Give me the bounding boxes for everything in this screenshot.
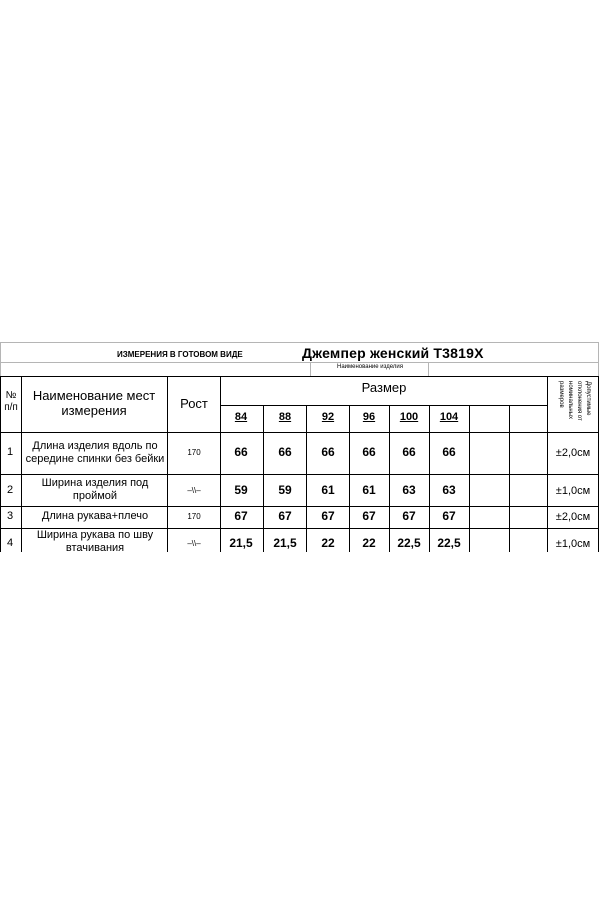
row-4-value-100: 22,5: [397, 536, 421, 550]
frame-top-line: [0, 342, 599, 343]
row-4-height: –\\–: [187, 539, 201, 548]
col-line-11: [547, 376, 548, 552]
column-header-size-group: Размер: [361, 380, 407, 395]
col-line-5: [306, 405, 307, 552]
size-header-100: 100: [399, 411, 419, 423]
row-3-value-104: 67: [442, 509, 456, 523]
row-2-number: 2: [6, 484, 14, 496]
size-header-96: 96: [362, 411, 376, 423]
row-3-value-84: 67: [234, 509, 248, 523]
product-subtitle: Наименование изделия: [337, 364, 403, 370]
column-header-name: Наименование мест измерения: [32, 388, 156, 418]
row-1-value-92: 66: [321, 445, 335, 459]
col-line-0: [0, 376, 1, 552]
tolerance-header-line-3: номинальных: [567, 381, 573, 420]
row-2-value-96: 61: [362, 483, 376, 497]
frame-left-edge: [0, 342, 1, 376]
col-line-10: [509, 405, 510, 552]
size-header-104: 104: [439, 411, 459, 423]
row-4-value-104: 22,5: [437, 536, 461, 550]
col-line-2: [167, 376, 168, 552]
row-1-value-88: 66: [278, 445, 292, 459]
tolerance-header-line-1: Допустимые: [585, 381, 591, 416]
row-4-number: 4: [6, 537, 14, 549]
row-3-number: 3: [6, 510, 14, 522]
col-line-7: [389, 405, 390, 552]
tolerance-header-line-4: размеров: [558, 381, 564, 408]
row-3-height: 170: [187, 512, 201, 521]
title-under-line: [0, 362, 599, 363]
row-2-value-84: 59: [234, 483, 248, 497]
row-3-tolerance: ±2,0см: [555, 511, 591, 523]
table-top-border: [0, 376, 599, 377]
product-title: Джемпер женский Т3819Х: [302, 345, 484, 361]
row-2-value-100: 63: [402, 483, 416, 497]
row-3-name: Длина рукава+плечо: [41, 510, 149, 522]
col-line-6: [349, 405, 350, 552]
row-2-value-104: 63: [442, 483, 456, 497]
row-1-number: 1: [6, 446, 14, 458]
row-3-value-88: 67: [278, 509, 292, 523]
col-line-9: [469, 405, 470, 552]
row-4-value-92: 22: [321, 536, 335, 550]
row-1-value-100: 66: [402, 445, 416, 459]
col-line-3: [220, 376, 221, 552]
subtitle-left-line: [310, 362, 311, 376]
row-4-value-84: 21,5: [229, 536, 253, 550]
row-1-tolerance: ±2,0см: [555, 447, 591, 459]
row-2-value-88: 59: [278, 483, 292, 497]
col-line-4: [263, 405, 264, 552]
row-1-name: Длина изделия вдоль по середине спинки без бейки: [25, 440, 165, 465]
row-1-value-104: 66: [442, 445, 456, 459]
row-3-value-100: 67: [402, 509, 416, 523]
subtitle-right-line: [428, 362, 429, 376]
row-1-height: 170: [187, 448, 201, 457]
size-group-divider: [220, 405, 547, 406]
size-header-88: 88: [278, 411, 292, 423]
row-4-tolerance: ±1,0см: [555, 538, 591, 550]
row-4-name: Ширина рукава по шву втачивания: [36, 529, 154, 554]
row-2-height: –\\–: [187, 486, 201, 495]
row-3-value-96: 67: [362, 509, 376, 523]
row-2-name: Ширина изделия под проймой: [41, 477, 149, 502]
size-header-92: 92: [321, 411, 335, 423]
col-line-1: [21, 376, 22, 552]
column-header-number: № п/п: [4, 390, 18, 413]
row-1-value-96: 66: [362, 445, 376, 459]
tolerance-header-line-2: отклонения от: [576, 381, 582, 421]
row-1-value-84: 66: [234, 445, 248, 459]
col-line-8: [429, 405, 430, 552]
row-4-value-88: 21,5: [273, 536, 297, 550]
row-2-tolerance: ±1,0см: [555, 485, 591, 497]
row-3-value-92: 67: [321, 509, 335, 523]
size-header-84: 84: [234, 411, 248, 423]
sheet-caption: ИЗМЕРЕНИЯ В ГОТОВОМ ВИДЕ: [117, 350, 243, 359]
column-header-height: Рост: [180, 396, 208, 411]
row-2-value-92: 61: [321, 483, 335, 497]
row-4-value-96: 22: [362, 536, 376, 550]
